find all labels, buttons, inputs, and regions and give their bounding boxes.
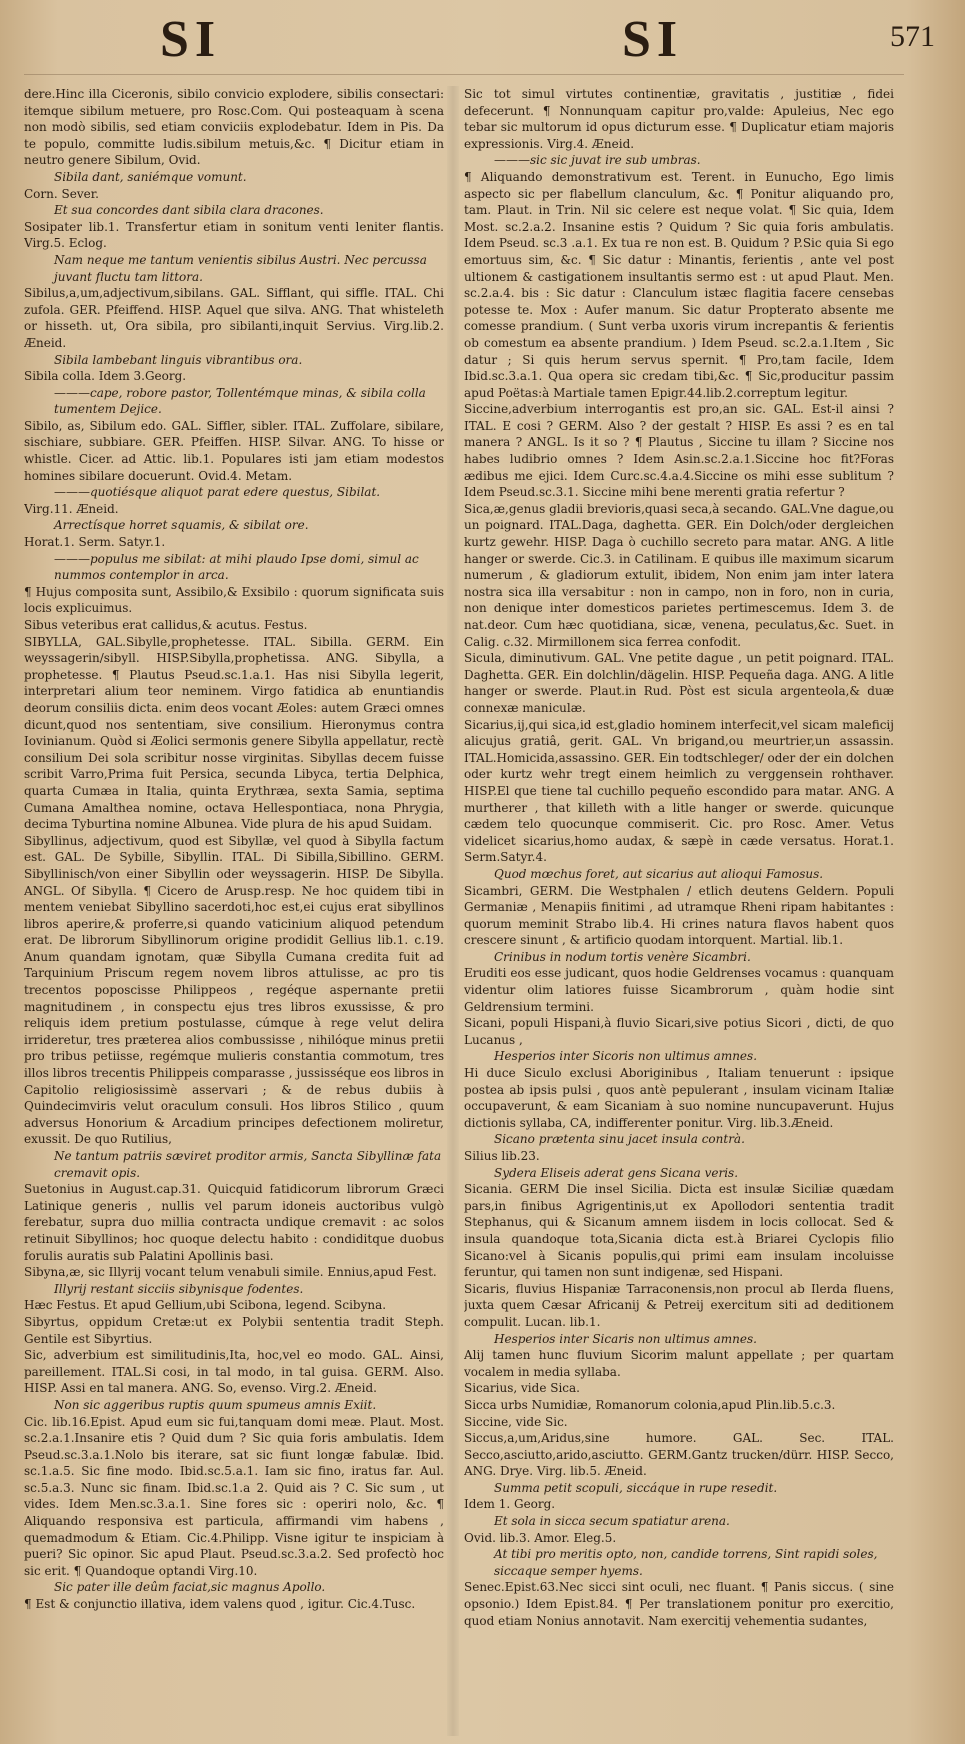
dictionary-entry: Eruditi eos esse judicant, quos hodie Geldrenses vocamus : quanquam videntur olim latiores fuisse Sicambrorum , quàm hodie sint Geldrensium termini. bbox=[464, 966, 894, 1014]
dictionary-entry: Sic tot simul virtutes continentiæ, gravitatis , justitiæ , fidei defecerunt. ¶ Nonnunquam capitur pro,valde: Apuleius, Nec ego tebar sic multorum id opus dicturum esse. ¶ Duplicatur etiam majoris expressionis. Virg.4. Æneid. bbox=[464, 87, 894, 151]
dictionary-entry: Sibilus,a,um,adjectivum,sibilans. GAL. Sifflant, qui siffle. ITAL. Chi zufola. GER. Pfeiffend. HISP. Aquel que silva. ANG. That whisteleth or hisseth. ut, Ora sibila, pro sibilanti,inquit Servius. Virg.lib.2. Æneid. bbox=[24, 286, 444, 350]
verse-quote: Quod mœchus foret, aut sicarius aut alioqui Famosus. bbox=[494, 866, 824, 881]
dictionary-entry: ¶ Hujus composita sunt, Assibilo,& Exsibilo : quorum significata suis locis explicuimus. bbox=[24, 584, 444, 616]
dictionary-entry: Sicania. GERM Die insel Sicilia. Dicta est insulæ Siciliæ quædam pars,in finibus Agrigentinis,ut ex Apollodori sententia tradit Stephanus, qui & Sicanum amnem iisdem in locis collocat. Sed & insula quandoque tota,Sicania dicta est.à Briarei Cyclopis filio Sicano:vel à Sicanis populis,qui primi eam insulam incoluisse feruntur, qui tamen non sunt indigenæ, sed Hispani. bbox=[464, 1182, 894, 1280]
verse-quote: Illyrij restant sicciis sibynisque fodentes. bbox=[54, 1281, 304, 1296]
header-rule bbox=[24, 74, 904, 75]
dictionary-entry: Sibus veteribus erat callidus,& acutus. Festus. bbox=[24, 618, 308, 632]
dictionary-entry: Corn. Sever. bbox=[24, 186, 99, 201]
dictionary-entry: Siccus,a,um,Aridus,sine humore. GAL. Sec. ITAL. Secco,asciutto,arido,asciutto. GERM.Gantz trucken/dürr. HISP. Secco, ANG. Drye. Virg. lib.5. Æneid. bbox=[464, 1431, 894, 1479]
dictionary-entry: Sicambri, GERM. Die Westphalen / etlich deutens Geldern. Populi Germaniæ , Menapiis finitimi , ad utramque Rheni ripam habitantes : quorum meminit Strabo lib.4. Hi crines natura flavos habent quos crescere sinunt , & artificio quodam intorquent. Martial. lib.1. bbox=[464, 883, 894, 948]
dictionary-entry: dere.Hinc illa Ciceronis, sibilo convicio explodere, sibilis consectari: itemque sibilum metuere, pro Rosc.Com. Qui posteaquam à scena non modò sibilis, sed etiam conviciis explodebatur. Idem in Pis. Da te populo, committe ludis.sibilum metuis,&c. ¶ Dicitur etiam in neutro genere Sibilum, Ovid. bbox=[24, 87, 444, 168]
verse-quote: Sibila lambebant linguis vibrantibus ora. bbox=[54, 352, 303, 367]
dictionary-entry: Sic, adverbium est similitudinis,Ita, hoc,vel eo modo. GAL. Ainsi, pareillement. ITAL.Si cosi, in tal modo, in tal guisa. GERM. Also. HISP. Assi en tal manera. ANG. So, evenso. Virg.2. Æneid. bbox=[24, 1348, 444, 1396]
dictionary-entry: Sicani, populi Hispani,à fluvio Sicari,sive potius Sicori , dicti, de quo Lucanus , bbox=[464, 1016, 894, 1047]
verse-quote: At tibi pro meritis opto, non, candide torrens, Sint rapidi soles, siccaque semper hyems. bbox=[494, 1547, 878, 1578]
verse-quote: Sibila dant, saniémque vomunt. bbox=[54, 169, 247, 184]
dictionary-entry: ¶ Est & conjunctio illativa, idem valens quod , igitur. Cic.4.Tusc. bbox=[24, 1597, 416, 1612]
verse-quote: Summa petit scopuli, siccáque in rupe resedit. bbox=[494, 1480, 778, 1495]
dictionary-entry: Sicca urbs Numidiæ, Romanorum colonia,apud Plin.lib.5.c.3. bbox=[464, 1397, 836, 1412]
dictionary-entry: Sosipater lib.1. Transfertur etiam in sonitum venti leniter flantis. Virg.5. Eclog. bbox=[24, 219, 444, 251]
running-header-right: SI bbox=[622, 11, 684, 68]
column-gutter bbox=[447, 86, 459, 1736]
verse-quote: ———quotiésque aliquot parat edere questus, Sibilat. bbox=[54, 485, 381, 500]
dictionary-entry: Silius lib.23. bbox=[464, 1149, 540, 1163]
verse-quote: Sic pater ille deûm faciat,sic magnus Apollo. bbox=[54, 1580, 326, 1595]
verse-quote: Crinibus in nodum tortis venère Sicambri. bbox=[494, 949, 751, 964]
dictionary-entry: Sicarius, vide Sica. bbox=[464, 1381, 580, 1396]
verse-quote: Arrectísque horret squamis, & sibilat ore. bbox=[54, 518, 309, 533]
dictionary-entry: Cic. lib.16.Epist. Apud eum sic fui,tanquam domi meæ. Plaut. Most. sc.2.a.1.Insanire etis ? Quid dum ? Sic quia foris ambulatis. Idem Pseud.sc.3.a.1.Nolo bis iterare, sat sic fiunt longæ fabulæ. Ibid. sc.1.a.5. Sic fine modo. Ibid.sc.5.a.1. Iam sic fino, iratus far. Aul. sc.5.a.3. Nunc sic finam. Ibid.sc.1.a 2. Quid ais ? C. Sic sum , ut vides. Idem Men.sc.3.a.1. Sine fores sic : operiri nolo, &c. ¶ Aliquando responsiva est particula, affirmandi vim habens , quemadmodum & Etiam. Cic.4.Philipp. Visne igitur te inspiciam à pueri? Sic opinor. Sic apud Plaut. Pseud.sc.3.a.2. Sed profectò hoc sic erit. ¶ Quandoque optandi Virg.10. bbox=[24, 1414, 444, 1578]
dictionary-entry: SIBYLLA, GAL.Sibylle,prophetesse. ITAL. Sibilla. GERM. Ein weyssagerin/sibyll. HISP.Sibylla,prophetissa. ANG. Sibylla, a prophetesse. ¶ Plautus Pseud.sc.1.a.1. Has nisi Sibylla legerit, interpretari alium teor neminem. Virgo fatidica ab enuntiandis deorum consiliis dicta. enim deos vocant Æoles: autem Græci omnes dicunt,quod nos sententiam, sive consilium. Hieronymus contra Iovinianum. Quòd si Æolici sermonis genere Sibylla appellatur, rectè consilium Dei sola scribitur nosse virginitas. Sibyllas decem fuisse scribit Varro,Prima fuit Persica, secunda Libyca, tertia Delphica, quarta Cumæa in Italia, quinta Erythræa, sexta Samia, septima Cumana Amalthea nomine, octava Hellespontiaca, nona Phrygia, decima Tyburtina nomine Albunea. Vide plura de his apud Suidam. bbox=[24, 634, 444, 832]
dictionary-entry: Hi duce Siculo exclusi Aboriginibus , Italiam tenuerunt : ipsique postea ab ipsis pulsi , quos antè pepulerant , insulam vicinam Italiæ occupaverunt, & eam Sicaniam à suo nomine nuncupaverunt. Hujus dictionis syllaba, CA, indifferenter ponitur. Virg. lib.3.Æneid. bbox=[464, 1066, 894, 1130]
verse-quote: ———populus me sibilat: at mihi plaudo Ipse domi, simul ac nummos contemplor in arca. bbox=[54, 551, 419, 583]
dictionary-entry: Sibyna,æ, sic Illyrij vocant telum venabuli simile. Ennius,apud Fest. bbox=[24, 1265, 437, 1280]
dictionary-entry: Ovid. lib.3. Amor. Eleg.5. bbox=[464, 1530, 617, 1545]
verse-quote: Nam neque me tantum venientis sibilus Austri. Nec percussa juvant fluctu tam littora. bbox=[54, 252, 427, 284]
dictionary-entry: Sibilo, as, Sibilum edo. GAL. Siffler, sibler. ITAL. Zuffolare, sibilare, sischiare, subbiare. GER. Pfeiffen. HISP. Silvar. ANG. To hisse or whistle. Cicer. ad Attic. lib.1. Populares isti jam etiam modestos homines sibilare docuerunt. Ovid.4. Metam. bbox=[24, 418, 444, 483]
dictionary-entry: Sicula, diminutivum. GAL. Vne petite dague , un petit poignard. ITAL. Daghetta. GER. Ein dolchlin/dägelin. HISP. Pequeña daga. ANG. A litle hanger or swerde. Plaut.in Rud. Pòst est sicula argenteola,& duæ connexæ maniculæ. bbox=[464, 651, 894, 715]
dictionary-entry: Sibyllinus, adjectivum, quod est Sibyllæ, vel quod à Sibylla factum est. GAL. De Sybille, Sibyllin. ITAL. Di Sibilla,Sibillino. GERM. Sibyllinisch/von einer Sibyllin oder weyssagerin. HISP. De Sibylla. ANGL. Of Sibylla. ¶ Cicero de Arusp.resp. Ne hoc quidem tibi in mentem veniebat Sibyllino sacerdoti,hoc est,ei cujus erat sibyllinos libros aperire,& proferre,si quando vaticinium aliquod petendum erat. De librorum Sibyllinorum origine prodidit Gellius lib.1. c.19. Anum quandam ignotam, quæ Sibylla Cumana credita fuit ad Tarquinium Priscum regem novem libros attulisse, ac pro tis trecentos poposcisse Philippeos , regéque aspernante pretii magnitudinem , in conspectu ejus tres libros exussisse, & pro reliquis idem pretium postulasse, cúmque à rege velut delira irrideretur, tres præterea alios combussisse , nihilóque minus pretii pro tribus petiisse, regémque mulieris constantia commotum, tres illos libros trecentis Philippeis comparasse , jussisséque eos libros in Capitolio religiosissimè asservari ; & de rebus dubiis à Quindecimviris velut oraculum consuli. Hos libros Stilico , quum adversus Honorium & Arcadium principes defectionem moliretur, exussit. De quo Rutilius, bbox=[24, 833, 444, 1147]
verse-quote: Et sola in sicca secum spatiatur arena. bbox=[494, 1514, 730, 1529]
running-header-left: SI bbox=[160, 11, 222, 68]
verse-quote: Sydera Eliseis aderat gens Sicana veris. bbox=[494, 1165, 739, 1180]
verse-quote: Non sic aggeribus ruptis quum spumeus amnis Exiit. bbox=[54, 1397, 377, 1412]
verse-quote: ———sic sic juvat ire sub umbras. bbox=[494, 153, 701, 168]
page-number: 571 bbox=[890, 20, 935, 53]
dictionary-entry: Sibila colla. Idem 3.Georg. bbox=[24, 369, 187, 384]
dictionary-entry: Sibyrtus, oppidum Cretæ:ut ex Polybii sententia tradit Steph. Gentile est Sibyrtius. bbox=[24, 1314, 444, 1346]
verse-quote: Et sua concordes dant sibila clara dracones. bbox=[54, 203, 324, 218]
verse-quote: Sicano prætenta sinu jacet insula contrà. bbox=[494, 1132, 745, 1147]
dictionary-entry: Sicaris, fluvius Hispaniæ Tarraconensis,non procul ab Ilerda fluens, juxta quem Cæsar Africanij & Petreij exercitum siti ad deditionem compulit. Lucan. lib.1. bbox=[464, 1281, 894, 1329]
dictionary-entry: Siccine,adverbium interrogantis est pro,an sic. GAL. Est-il ainsi ? ITAL. E cosi ? GERM. Also ? der gestalt ? HISP. Es assi ? es en tal manera ? ANGL. Is it so ? ¶ Plautus , Siccine tu illam ? Siccine nos habes ludibrio omnes ? Idem Asin.sc.2.a.1.Siccine hoc fit?Foras ædibus me ejici. Idem Curc.sc.4.a.4.Siccine os mihi esse sublitum ? Idem Pseud.sc.3.1. Siccine mihi bene merenti gratia refertur ? bbox=[464, 402, 894, 500]
dictionary-entry: Horat.1. Serm. Satyr.1. bbox=[24, 535, 166, 550]
verse-quote: ———cape, robore pastor, Tollentémque minas, & sibila colla tumentem Dejice. bbox=[54, 385, 426, 417]
dictionary-entry: Alij tamen hunc fluvium Sicorim malunt appellate ; per quartam vocalem in media syllaba. bbox=[464, 1348, 894, 1379]
verse-quote: Hesperios inter Sicaris non ultimus amnes. bbox=[494, 1331, 757, 1346]
dictionary-entry: Senec.Epist.63.Nec sicci sint oculi, nec fluant. ¶ Panis siccus. ( sine opsonio.) Idem Epist.84. ¶ Per translationem ponitur pro exercitio, quod etiam Nonius annotavit. Nam exercitij vehementia sudantes, bbox=[464, 1580, 894, 1628]
verse-quote: Hesperios inter Sicoris non ultimus amnes. bbox=[494, 1049, 758, 1064]
dictionary-entry: Virg.11. Æneid. bbox=[24, 501, 119, 516]
dictionary-entry: Sica,æ,genus gladii brevioris,quasi seca,à secando. GAL.Vne dague,ou un poignard. ITAL.Daga, daghetta. GER. Ein Dolch/oder dergleichen kurtz gewehr. HISP. Daga ò cuchillo secreto para matar. ANG. A litle hanger or swerde. Cic.3. in Catilinam. E quibus ille maximum sicarum numerum , & gladiorum extulit, ibidem, Non enim jam inter latera nostra sica illa versabitur : non in campo, non in foro, non in curia, non denique inter domesticos parietes pertimescemus. Idem 3. de nat.deor. Cum hæc quotidiana, sicæ, venena, peculatus,&c. Suet. in Calig. c.32. Mirmillonem sica ferrea confodit. bbox=[464, 501, 894, 649]
dictionary-entry: Suetonius in August.cap.31. Quicquid fatidicorum librorum Græci Latinique generis , nullis vel parum idoneis auctoribus vulgò ferebatur, supra duo millia contracta undique cremavit : ac solos retinuit Sibyllinos; hoc quoque delectu habito : condiditque duobus forulis auratis sub Palatini Apollinis basi. bbox=[24, 1182, 444, 1263]
dictionary-entry: Idem 1. Georg. bbox=[464, 1497, 556, 1512]
verse-quote: Ne tantum patriis sæviret proditor armis, Sancta Sibyllinæ fata cremavit opis. bbox=[54, 1149, 442, 1180]
left-column bbox=[24, 86, 444, 1726]
dictionary-entry: ¶ Aliquando demonstrativum est. Terent. in Eunucho, Ego limis aspecto sic per flabellum clanculum, &c. ¶ Ponitur aliquando pro, tam. Plaut. in Trin. Nil sic celere est neque volat. ¶ Sic quia, Idem Most. sc.2.a.2. Insanine estis ? Quidum ? Sic quia foris ambulatis. Idem Pseud. sc.3 .a.1. Ex tua re non est. B. Quidum ? P.Sic quia Si ego emortuus sim, &c. ¶ Sic datur : Minantis, ferientis , ante vel post ultionem & castigationem insultantis sermo est : ut apud Plaut. Men. sc.2.a.4. bis : Sic datur : Clanculum istæc flagitia facere censebas potesse te. Mox : Aufer manum. Sic datur Propterato absente me comesse prandium. ( Sunt verba uxoris virum increpantis & ferientis ob comestum ea absente prandium. ) Idem Pseud. sc.2.a.1.Item , Sic datur ; Si quis herum servus spernit. ¶ Pro,tam facile, Idem Ibid.sc.3.a.1. Qua opera sic credam tibi,&c. ¶ Sic,producitur passim apud Poëtas:à Martiale tamen Epigr.44.lib.2.correptum legitur. bbox=[464, 169, 894, 400]
dictionary-entry: Siccine, vide Sic. bbox=[464, 1414, 568, 1429]
dictionary-entry: Sicarius,ij,qui sica,id est,gladio hominem interfecit,vel sicam maleficij alicujus gratiâ, gerit. GAL. Vn brigand,ou meurtrier,un assassin. ITAL.Homicida,assassino. GER. Ein todtschleger/ oder der ein dolchen oder kurtz wehr tregt einem heimlich zu verggensein rohthaver. HISP.El que tiene tal cuchillo pequeño escondido para matar. ANG. A murtherer , that killeth with a litle hanger or swerde. quicunque cædem telo quocunque commiserit. Cic. pro Rosc. Amer. Vetus videlicet sicarius,homo audax, & sæpè in cæde versatus. Horat.1. Serm.Satyr.4. bbox=[464, 717, 894, 865]
right-column bbox=[464, 86, 894, 1726]
dictionary-entry: Hæc Festus. Et apud Gellium,ubi Scibona, legend. Scibyna. bbox=[24, 1298, 387, 1313]
